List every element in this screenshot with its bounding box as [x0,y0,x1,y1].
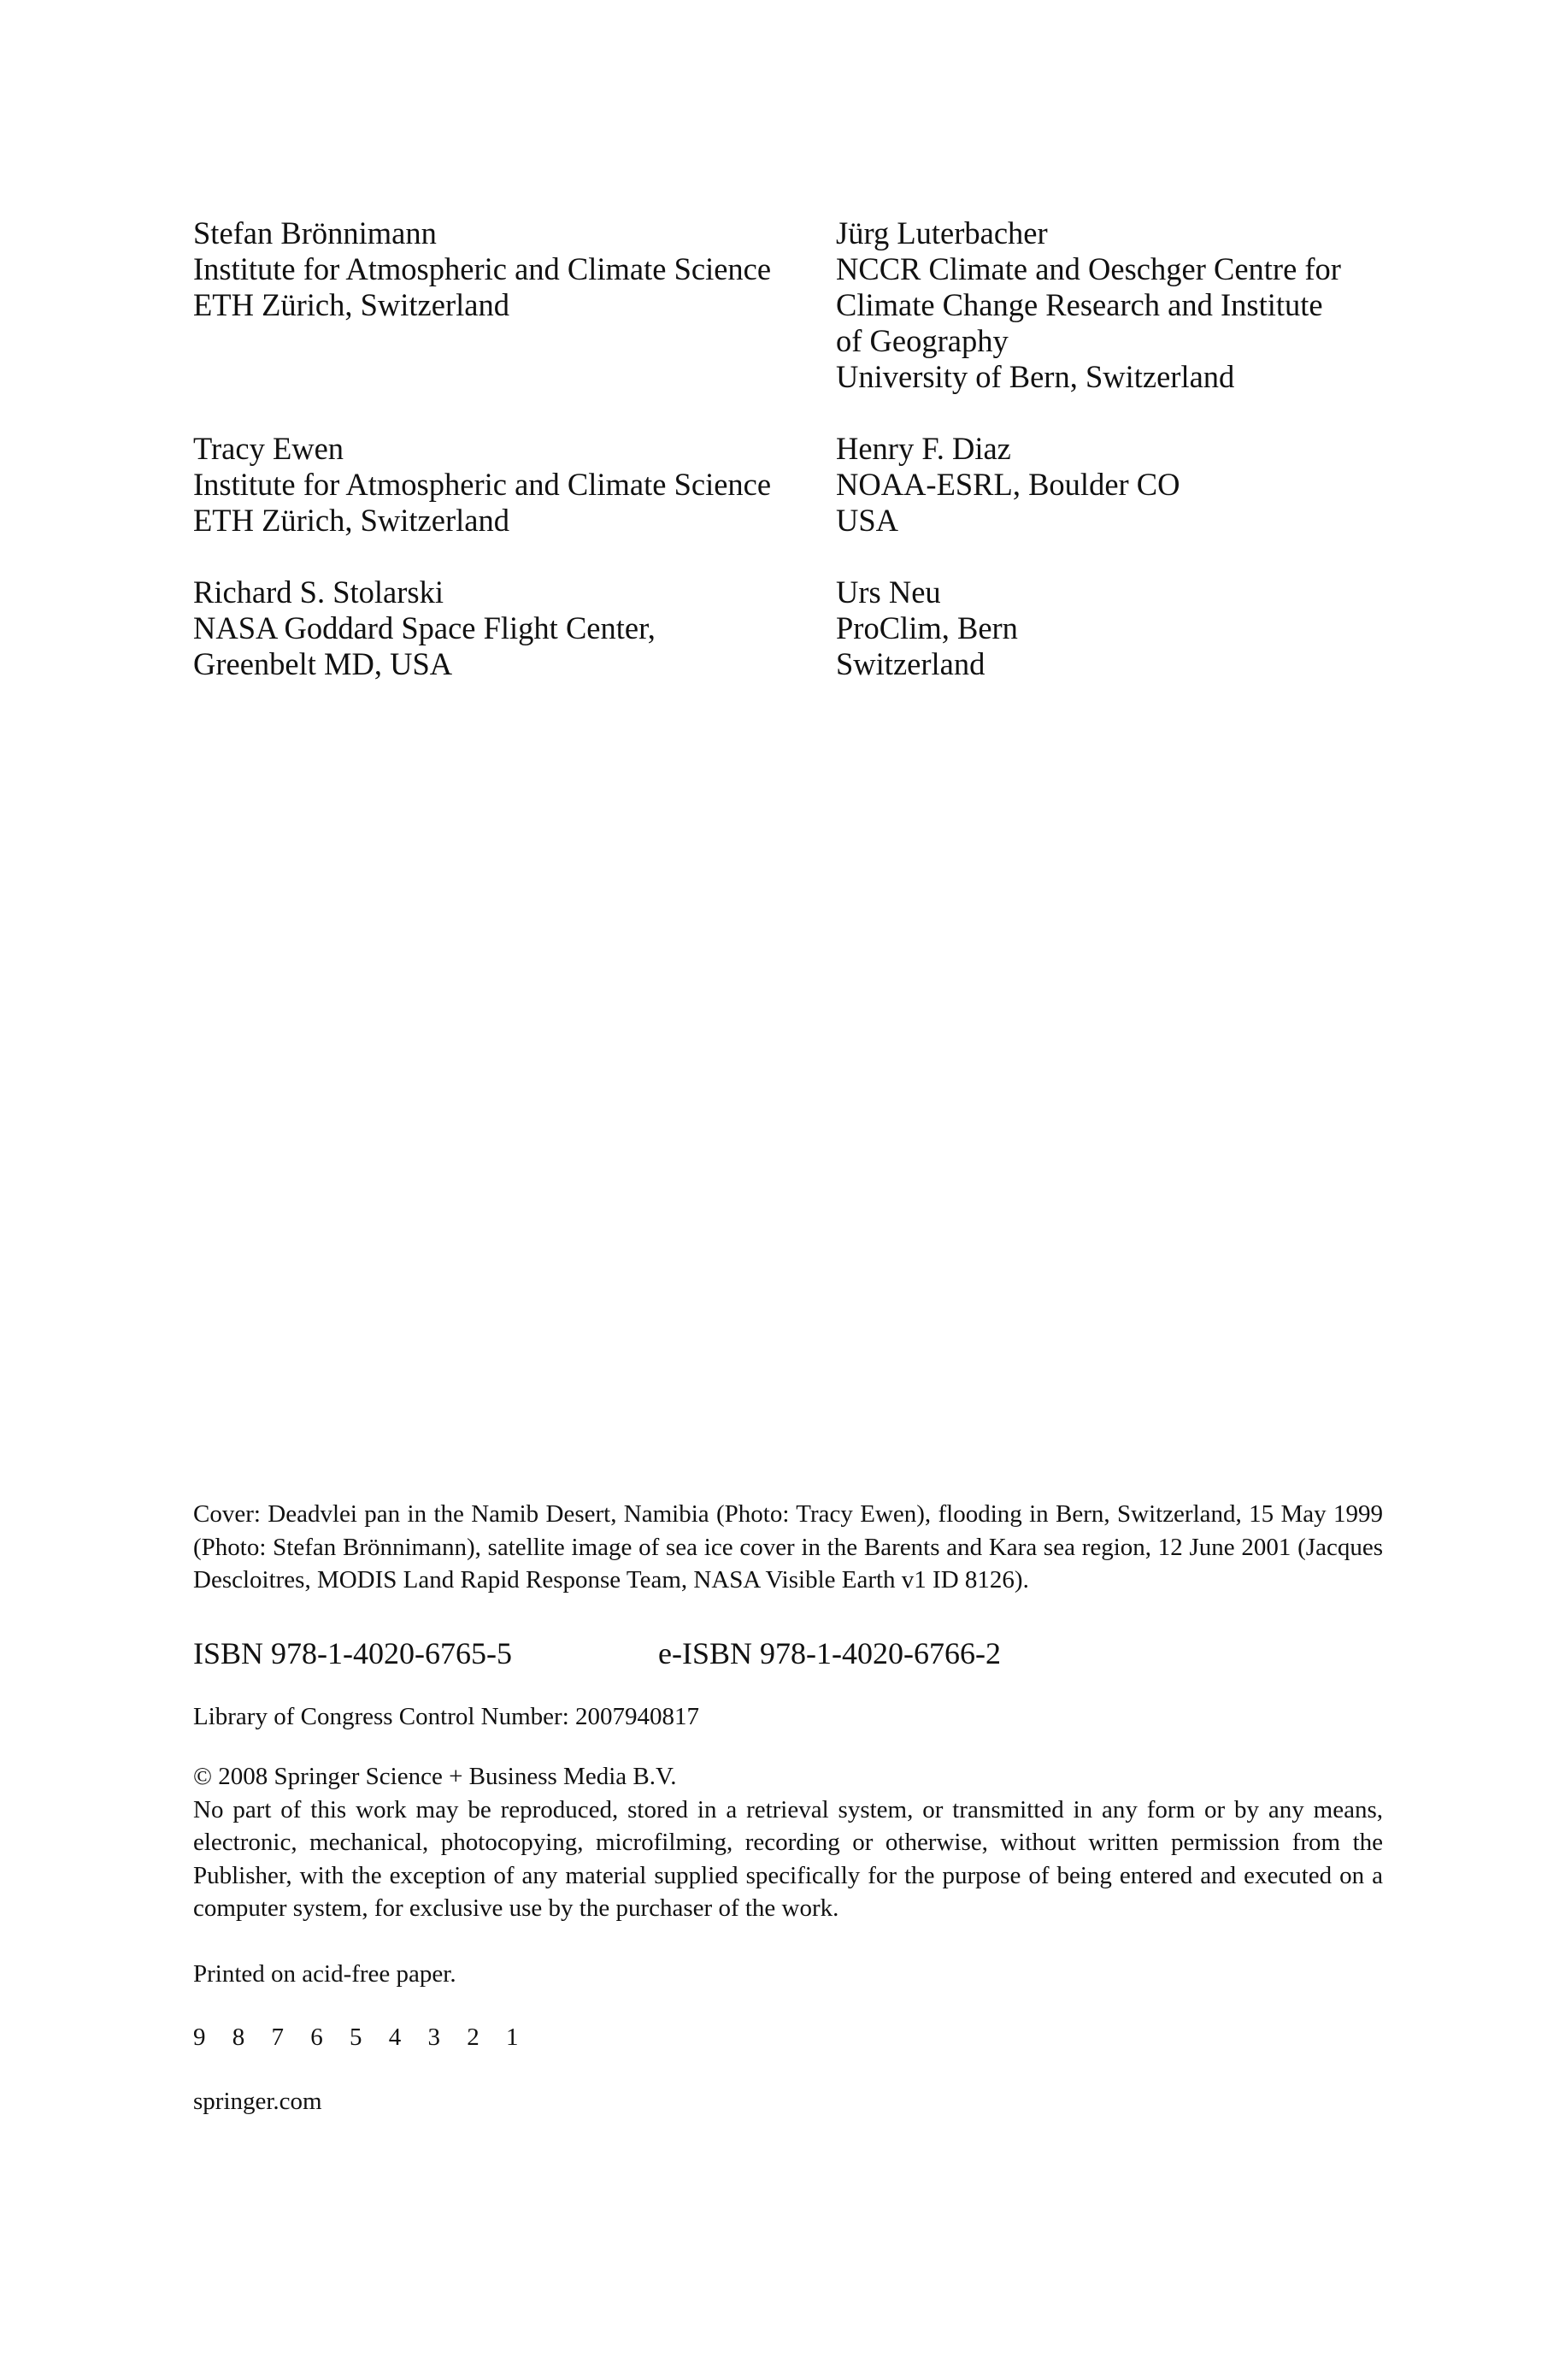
editor-name: Richard S. Stolarski [193,574,444,610]
editor-affiliation-line: Institute for Atmospheric and Climate Science [193,251,772,286]
editor-affiliation-line: USA [836,503,899,538]
editor-affiliation-line: Climate Change Research and Institute [836,287,1323,322]
isbn: ISBN 978-1-4020-6765-5 [193,1635,512,1670]
editors-row [193,574,1390,718]
editor-affiliation-line: Switzerland [836,646,985,681]
publisher-website: springer.com [193,2087,322,2115]
editor-entry [836,431,1390,574]
imprint-block [193,1498,1383,2118]
editor-entry [193,574,836,718]
editors-row [193,431,1390,574]
cover-credit: Cover: Deadvlei pan in the Namib Desert, Namibia (Photo: Tracy Ewen), flooding in Bern, Switzerland, 15 May 1999 (Photo: Stefan Brönnimann), satellite image of sea ice cover in the Barents and Kara sea region, 12 June 2001 (Jacques Descloitres, MODIS Land Rapid Response Team, NASA Visible Earth v1 ID 8126). [193,1500,1383,1594]
editors-row [193,215,1390,431]
editor-affiliation-line: ProClim, Bern [836,610,1018,645]
editor-name: Jürg Luterbacher [836,215,1048,250]
editor-name: Tracy Ewen [193,431,344,466]
editor-affiliation-line: NOAA-ESRL, Boulder CO [836,467,1180,502]
editor-name: Urs Neu [836,574,941,610]
editor-affiliation-line: of Geography [836,323,1009,358]
editor-affiliation-line: Institute for Atmospheric and Climate Science [193,467,772,502]
rights-statement: No part of this work may be reproduced, stored in a retrieval system, or transmitted in any form or by any means, electronic, mechanical, photocopying, microfilming, recording or otherwise, without written permission from the Publisher, with the exception of any material supplied specifically for the purpose of being entered and executed on a computer system, for exclusive use by the purchaser of the work. [193,1795,1383,1922]
editor-entry [836,215,1390,431]
isbn-row [193,1635,1383,1671]
e-isbn: e-ISBN 978-1-4020-6766-2 [658,1635,1001,1670]
editor-name: Stefan Brönnimann [193,215,437,250]
printing-line: 9 8 7 6 5 4 3 2 1 [193,2024,529,2051]
copyright-notice: © 2008 Springer Science + Business Media B.V. [193,1763,677,1790]
lccn: Library of Congress Control Number: 2007940817 [193,1702,700,1730]
editor-name: Henry F. Diaz [836,431,1011,466]
editor-affiliation-line: NCCR Climate and Oeschger Centre for [836,251,1341,286]
editor-affiliation-line: Greenbelt MD, USA [193,646,453,681]
editor-affiliation-line: ETH Zürich, Switzerland [193,503,509,538]
editors-block [193,215,1390,718]
paper-note: Printed on acid-free paper. [193,1959,456,1988]
editor-affiliation-line: University of Bern, Switzerland [836,359,1235,394]
editor-affiliation-line: ETH Zürich, Switzerland [193,287,509,322]
editor-entry [193,215,836,431]
editor-entry [193,431,836,574]
editor-affiliation-line: NASA Goddard Space Flight Center, [193,610,656,645]
editor-entry [836,574,1390,718]
